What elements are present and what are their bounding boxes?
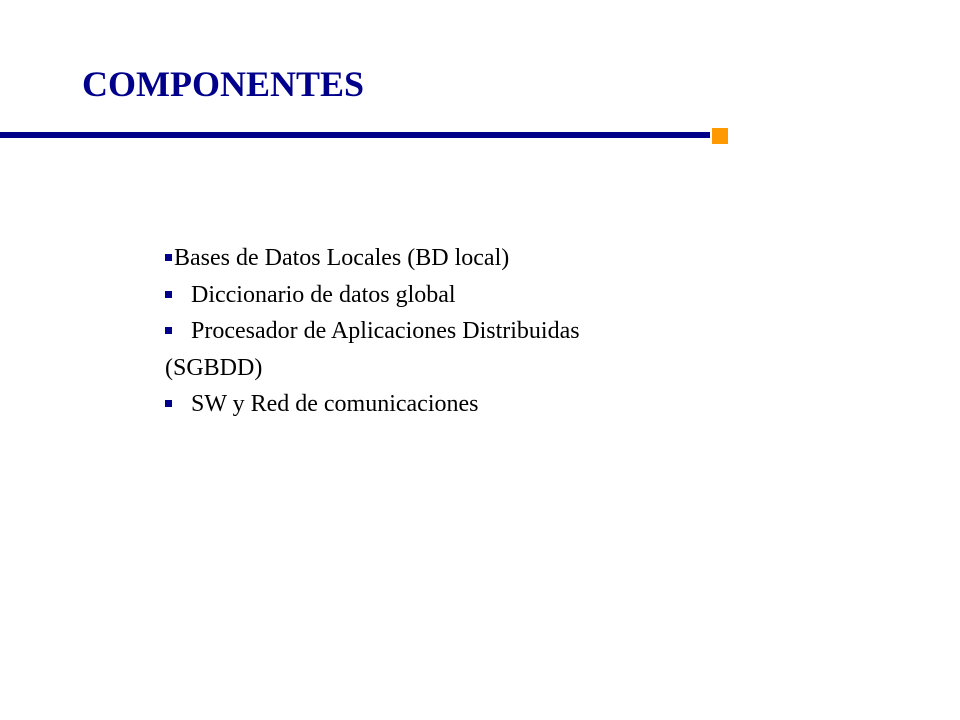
- bullet-item-continuation: (SGBDD): [165, 354, 263, 381]
- square-bullet-icon: [165, 400, 172, 407]
- bullet-item-diccionario: [165, 277, 785, 314]
- bullet-item-procesador: [165, 313, 785, 386]
- bullet-item-text: Diccionario de datos global: [191, 281, 456, 308]
- title-underline-square-accent: [712, 128, 728, 144]
- bullet-item-bd-local: [165, 240, 785, 277]
- bullet-item-text: SW y Red de comunicaciones: [191, 391, 479, 418]
- bullet-item-text: Procesador de Aplicaciones Distribuidas: [191, 318, 580, 345]
- bullet-list: [165, 240, 785, 423]
- square-bullet-icon: [165, 327, 172, 334]
- slide-title: COMPONENTES: [82, 64, 365, 104]
- bullet-item-text: Bases de Datos Locales (BD local): [174, 245, 510, 271]
- square-bullet-icon: [165, 254, 172, 261]
- bullet-item-sw-red: [165, 386, 785, 423]
- square-bullet-icon: [165, 291, 172, 298]
- title-underline-bar: [0, 132, 710, 138]
